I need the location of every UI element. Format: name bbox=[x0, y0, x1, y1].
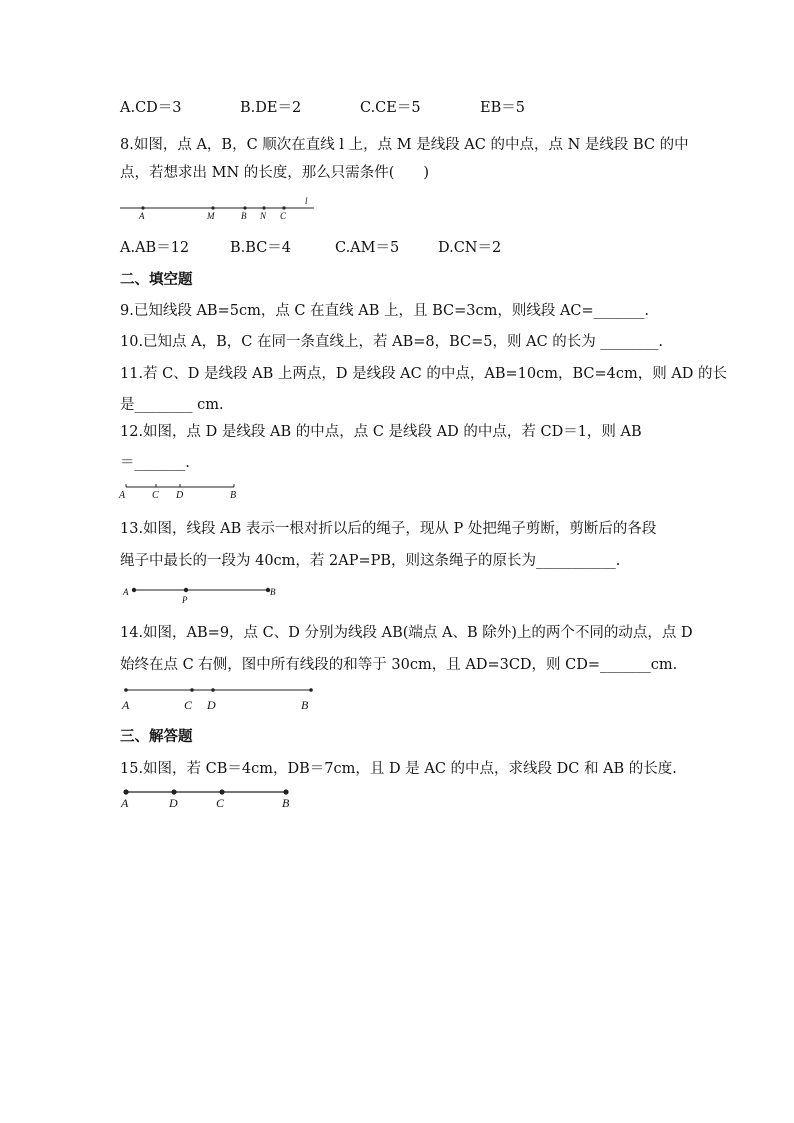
q12-label-d: D bbox=[176, 490, 184, 501]
q8-option-d: D.CN＝2 bbox=[438, 240, 502, 256]
q15-point-c bbox=[219, 789, 224, 794]
q13-point-a bbox=[132, 588, 136, 592]
q13-text-line2: 绳子中最长的一段为 40cm，若 2AP=PB，则这条绳子的原长为___________. bbox=[120, 553, 621, 569]
q14-figure bbox=[118, 682, 318, 712]
q15-label-c: C bbox=[216, 796, 225, 810]
q11-text-line2: 是________ cm. bbox=[120, 397, 224, 413]
q8-point-b bbox=[243, 206, 246, 209]
q7-option-b: B.DE＝2 bbox=[240, 100, 302, 116]
q14-point-d bbox=[211, 688, 215, 692]
q12-text-line2: ＝_______. bbox=[120, 455, 190, 471]
q8-label-c: C bbox=[280, 211, 287, 221]
q15-text: 15.如图，若 CB＝4cm，DB＝7cm，且 D 是 AC 的中点，求线段 DC 和 AB 的长度. bbox=[120, 761, 677, 777]
q7-option-a: A.CD＝3 bbox=[120, 100, 182, 116]
q8-point-m bbox=[211, 206, 214, 209]
q8-text-line1: 8.如图，点 A，B，C 顺次在直线 l 上，点 M 是线段 AC 的中点，点 N 是线段 BC 的中 bbox=[120, 137, 689, 153]
q14-label-c: C bbox=[184, 698, 193, 712]
q13-text-line1: 13.如图，线段 AB 表示一根对折以后的绳子，现从 P 处把绳子剪断，剪断后的各段 bbox=[120, 521, 657, 537]
q13-label-b: B bbox=[270, 587, 276, 597]
q8-label-m: M bbox=[207, 211, 215, 221]
q14-label-a: A bbox=[122, 698, 130, 712]
q13-point-p bbox=[184, 588, 188, 592]
section-fill-blank-heading: 二、填空题 bbox=[120, 272, 193, 288]
q8-point-c bbox=[282, 206, 285, 209]
q15-point-d bbox=[171, 789, 176, 794]
q8-label-l: l bbox=[305, 196, 308, 206]
q12-text-line1: 12.如图，点 D 是线段 AB 的中点，点 C 是线段 AD 的中点，若 CD＝1，则 AB bbox=[120, 424, 642, 440]
q10-text: 10.已知点 A，B，C 在同一条直线上，若 AB=8，BC=5，则 AC 的长为 ________. bbox=[120, 334, 664, 350]
q7-option-d: EB＝5 bbox=[480, 100, 525, 116]
q14-label-d: D bbox=[207, 698, 216, 712]
q8-label-b: B bbox=[241, 211, 247, 221]
q12-label-a: A bbox=[119, 490, 126, 501]
q8-option-b: B.BC＝4 bbox=[230, 240, 292, 256]
q8-option-c: C.AM＝5 bbox=[335, 240, 400, 256]
q7-option-c: C.CE＝5 bbox=[360, 100, 421, 116]
q14-label-b: B bbox=[301, 698, 309, 712]
q11-text-line1: 11.若 C、D 是线段 AB 上两点，D 是线段 AC 的中点，AB=10cm，BC=4cm，则 AD 的长 bbox=[120, 366, 728, 382]
q15-label-d: D bbox=[169, 796, 178, 810]
q8-label-a: A bbox=[139, 211, 145, 221]
q14-point-c bbox=[190, 688, 194, 692]
q13-label-a: A bbox=[123, 587, 129, 597]
q8-text-line2: 点，若想求出 MN 的长度，那么只需条件( ) bbox=[120, 165, 430, 181]
q8-point-n bbox=[262, 206, 265, 209]
q13-label-p: P bbox=[182, 595, 188, 605]
q8-point-a bbox=[141, 206, 144, 209]
q14-point-b bbox=[309, 688, 313, 692]
q12-label-c: C bbox=[152, 490, 159, 501]
q15-label-a: A bbox=[121, 796, 129, 810]
q9-text: 9.已知线段 AB=5cm，点 C 在直线 AB 上，且 BC=3cm，则线段 AC=_______. bbox=[120, 303, 650, 319]
q8-label-n: N bbox=[260, 211, 267, 221]
q14-text-line1: 14.如图，AB=9，点 C、D 分别为线段 AB(端点 A、B 除外)上的两个不同的动点，点 D bbox=[120, 625, 693, 641]
q14-point-a bbox=[124, 688, 128, 692]
q12-label-b: B bbox=[230, 490, 237, 501]
q13-figure bbox=[118, 582, 283, 606]
q8-figure bbox=[118, 194, 328, 222]
q14-text-line2: 始终在点 C 右侧，图中所有线段的和等于 30cm，且 AD=3CD，则 CD=_______cm. bbox=[120, 657, 678, 673]
q15-label-b: B bbox=[282, 796, 290, 810]
q12-figure bbox=[116, 479, 246, 501]
q8-option-a: A.AB＝12 bbox=[120, 240, 190, 256]
q15-point-a bbox=[123, 789, 128, 794]
section-answer-heading: 三、解答题 bbox=[120, 729, 193, 745]
q15-figure bbox=[118, 786, 298, 810]
q15-point-b bbox=[283, 789, 288, 794]
